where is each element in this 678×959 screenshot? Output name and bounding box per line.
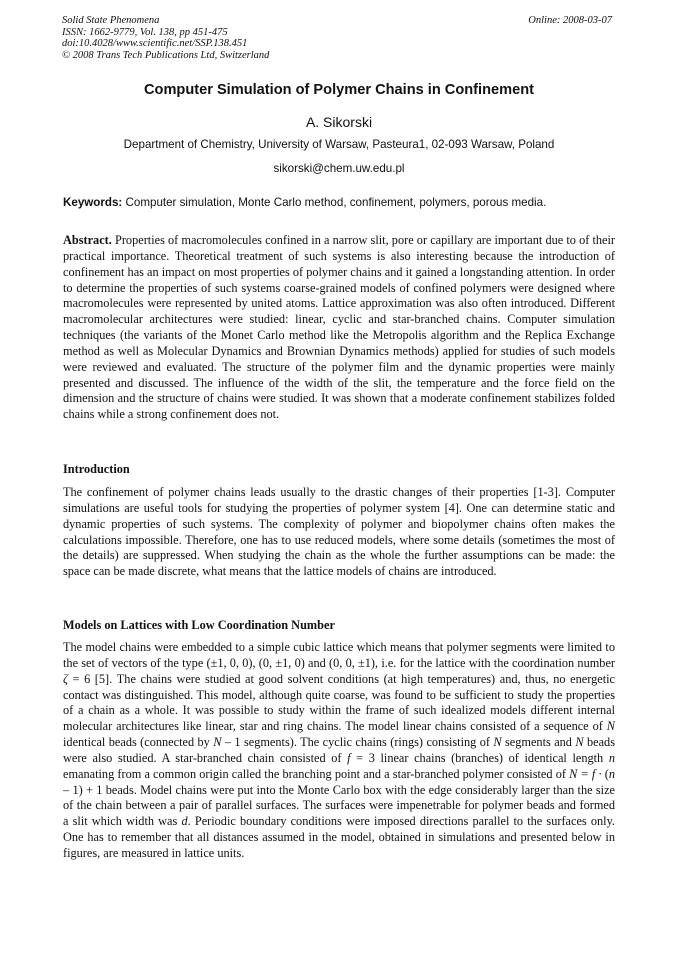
abstract-label: Abstract.: [63, 233, 112, 247]
models-text-11: . Periodic boundary conditions were imposed directions parallel to the surfaces only. One has to remember that all distances assumed in the model, obtained in simulations and presented below in figures, are measured in lattice units.: [63, 814, 615, 860]
zeta-symbol: ζ: [63, 671, 68, 686]
abstract-text: Properties of macromolecules confined in a narrow slit, pore or capillary are important due to of their practical importance. Theoretical treatment of such systems is also interesting because the introduction of confinement has an impact on most properties of polymer chains and it gained a longstanding attention. In order to determine the properties of such systems coarse-grained models of confined polymers were designed where macromolecules were represented by united atoms. Lattice approximation was also often introduced. Different macromolecular architectures were studied: linear, cyclic and star-branched chains. Computer simulation techniques (the variants of the Monet Carlo method like the Metropolis algorithm and the Replica Exchange method as well as Molecular Dynamics and Brownian Dynamics methods) applied for studies of such models were reviewed and evaluated. The structure of the polymer film and the dynamic properties were mainly presented and discussed. The influence of the width of the slit, the temperature and the force field on the dimension and the structure of chains were studied. It was shown that a moderate confinement stabilizes folded chains while a strong confinement does not.: [63, 233, 615, 422]
copyright-line: © 2008 Trans Tech Publications Ltd, Switzerland: [62, 49, 270, 61]
issn-line: ISSN: 1662-9779, Vol. 138, pp 451-475: [62, 26, 228, 38]
var-N: N: [493, 735, 502, 750]
author-affiliation: Department of Chemistry, University of Warsaw, Pasteura1, 02-093 Warsaw, Poland: [123, 138, 555, 151]
abstract-paragraph: [63, 233, 615, 423]
introduction-paragraph: The confinement of polymer chains leads usually to the drastic changes of their properties [1-3]. Computer simulations are useful tools for studying the properties of polymer system [4]. One can determine static and dynamic properties of such systems. The complexity of polymer and biopolymer chains often makes the calculations impossible. Therefore, one has to use reduced models, where some details (sometimes the most of the details) are suppressed. When studying the chain as the whole the further assumptions can be made: the space can be made discrete, what means that the lattice models of chains are introduced.: [63, 485, 615, 579]
models-text-10: – 1) + 1 beads. Model chains were put into the Monte Carlo box with the edge considerably larger than the size of the chain between a pair of parallel surfaces. The surfaces were impenetrable for polymer beads and formed a slit which width was: [63, 782, 615, 829]
author-name: A. Sikorski: [305, 114, 373, 130]
models-text-5: segments and: [501, 735, 576, 750]
models-paragraph: [63, 640, 615, 862]
online-date: Online: 2008-03-07: [528, 15, 612, 26]
var-f: f: [347, 750, 351, 765]
var-n: n: [608, 766, 616, 781]
keywords-line: [63, 196, 623, 209]
var-n: n: [608, 750, 615, 765]
models-text-8: emanating from a common origin called the branching point and a star-branched polymer consisted of: [63, 766, 570, 781]
journal-name: Solid State Phenomena: [62, 15, 160, 26]
keywords-label: Keywords:: [63, 196, 123, 209]
var-N: N: [606, 719, 615, 734]
paper-title: Computer Simulation of Polymer Chains in Confinement: [143, 82, 534, 98]
var-N: N: [213, 735, 222, 750]
var-N: N: [575, 735, 584, 750]
var-d: d: [181, 814, 188, 829]
doi-line: doi:10.4028/www.scientific.net/SSP.138.451: [62, 38, 248, 49]
keywords-text: Computer simulation, Monte Carlo method, confinement, polymers, porous media.: [125, 196, 547, 209]
author-email: sikorski@chem.uw.edu.pl: [273, 162, 405, 175]
models-text-9: (: [601, 766, 609, 781]
models-text-1: The model chains were embedded to a simple cubic lattice which means that polymer segments were limited to the set of vectors of the type (±1, 0, 0), (0, ±1, 0) and (0, 0, ±1), i.e. for the lattice with the coordination number: [63, 640, 615, 670]
models-text-4: – 1 segments). The cyclic chains (rings) consisting of: [221, 735, 494, 750]
journal-header: [62, 15, 269, 61]
introduction-heading: Introduction: [63, 462, 130, 476]
models-text-7: = 3 linear chains (branches) of identical length: [350, 750, 609, 765]
models-text-2: = 6 [5]. The chains were studied at good solvent conditions (at high temperatures) and, thus, no energetic contact was distinguished. This model, although quite coarse, was found to be sufficient to study the properties of a chain as a whole. It was possible to study within the frame of such idealized models different internal molecular architectures like linear, star and ring chains. The model linear chains consisted of a sequence of: [63, 671, 615, 734]
models-text-3: identical beads (connected by: [63, 735, 214, 750]
models-text-6: beads were also studied. A star-branched chain consisted of: [63, 735, 615, 765]
formula-N-f: N = f ·: [569, 766, 602, 781]
models-heading: Models on Lattices with Low Coordination Number: [63, 618, 335, 632]
